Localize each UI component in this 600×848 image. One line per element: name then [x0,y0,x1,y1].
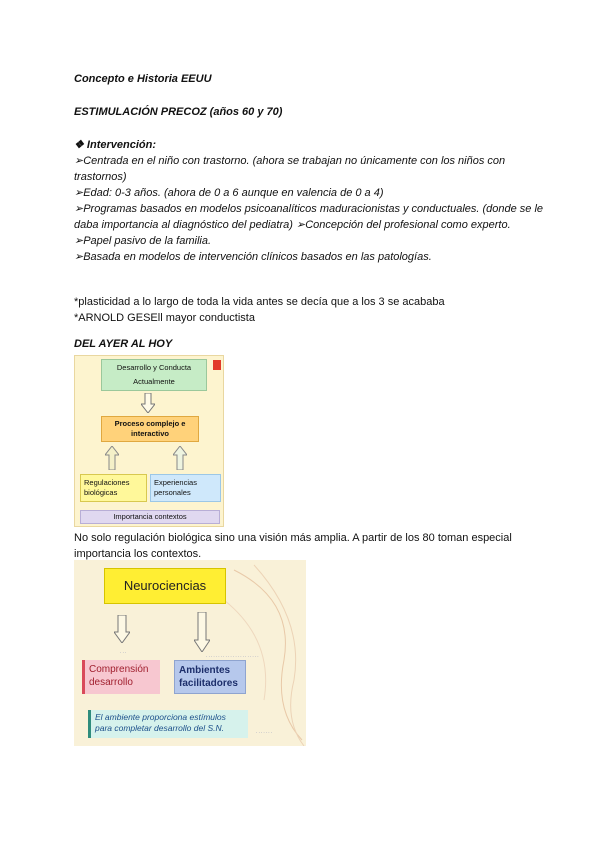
diagram2-left-label: Comprensión desarrollo [89,664,149,688]
tiny-caption: · · · [120,650,127,655]
diagram1-middle-label: Proceso complejo e interactivo [114,419,186,438]
paragraph-contextos: No solo regulación biológica sino una visión más amplia. A partir de los 80 toman especial importancia los contextos. [74,532,512,560]
tiny-caption: · · · · · · · [256,730,272,735]
tiny-caption: · · · · · · · · · · · · · · · · · · · · · · [206,654,259,659]
arrow-up-icon [173,446,187,470]
diagram1-bottom-box [80,510,220,524]
diagram2-right-label: Ambientes facilitadores [179,665,238,689]
heading-concepto: Concepto e Historia EEUU [74,73,212,85]
diagram1-middle-box [101,416,199,442]
diagram2-bottom-box [88,710,248,738]
arrow-down-icon [141,393,155,413]
arrow-down-icon [114,615,130,643]
red-marker [213,360,221,370]
intervencion-block [74,137,544,265]
arrow-down-icon [194,612,210,652]
list-item: ➢Centrada en el niño con trastorno. (ahora se trabajan no únicamente con los niños con trastornos) [74,155,506,183]
diagram-neurociencias [74,560,306,746]
diagram1-bottom-label: Importancia contextos [113,512,187,521]
list-item: ➢Edad: 0-3 años. (ahora de 0 a 6 aunque en valencia de 0 a 4) [74,187,384,199]
section-title: DEL AYER AL HOY [74,338,173,350]
heading-estimulacion: ESTIMULACIÓN PRECOZ (años 60 y 70) [74,106,283,118]
diagram2-title: Neurociencias [123,578,207,593]
diagram1-right-label: Experiencias personales [154,478,197,497]
diagram1-left-label: Regulaciones biológicas [84,478,130,497]
intervencion-title: ❖ Intervención: [74,139,156,151]
diagram1-top-sublabel: Actualmente [133,377,175,386]
list-item: ➢Basada en modelos de intervención clínicos basados en las patologías. [74,251,432,263]
note-gesell: *ARNOLD GESEll mayor conductista [74,312,255,324]
arrow-up-icon [105,446,119,470]
diagram1-top-box [101,359,207,391]
diagram2-left-box [82,660,160,694]
note-plasticidad: *plasticidad a lo largo de toda la vida antes se decía que a los 3 se acababa [74,296,445,308]
diagram1-left-box [80,474,147,502]
diagram1-right-box [150,474,221,502]
diagram2-title-box [104,568,226,604]
diagram2-right-box [174,660,246,694]
notes [74,294,445,326]
list-item: ➢Papel pasivo de la familia. [74,235,212,247]
list-item: ➢Programas basados en modelos psicoanalíticos maduracionistas y conductuales. (donde se le daba importancia al diagnóstico del pediatra) ➢Concepción del profesional como experto. [74,203,544,231]
diagram-desarrollo [74,355,224,527]
diagram2-bottom-label: El ambiente proporciona estímulos para completar desarrollo del S.N. [95,712,226,733]
diagram1-top-label: Desarrollo y Conducta [116,363,192,372]
